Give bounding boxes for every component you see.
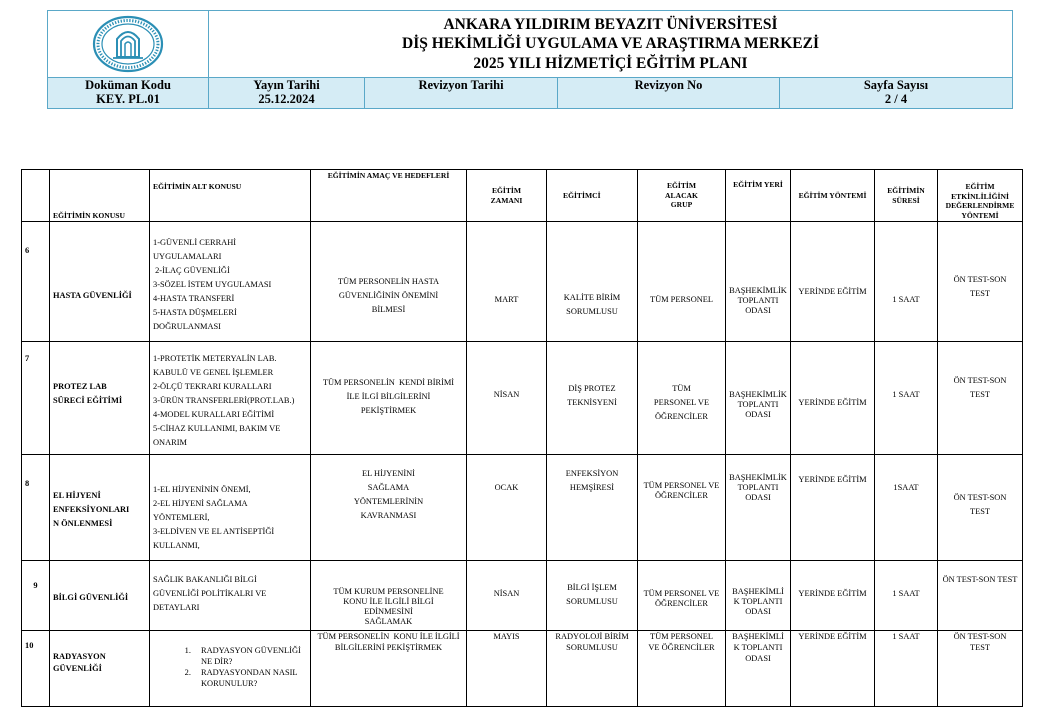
row-egitimci: KALİTE BİRİM SORUMLUSU: [547, 222, 638, 342]
row-yontem: YERİNDE EĞİTİM: [791, 222, 875, 342]
row-yer: BAŞHEKİMLİK TOPLANTI ODASI: [726, 455, 791, 561]
row-egitimci: BİLGİ İŞLEM SORUMLUSU: [547, 561, 638, 631]
row-yer: BAŞHEKİMLİ K TOPLANTI ODASI: [726, 561, 791, 631]
row-alt-konu: 1-GÜVENLİ CERRAHİ UYGULAMALARI 2-İLAÇ GÜVENLİĞİ 3-SÖZEL İSTEM UYGULAMASI 4-HASTA TRANSFERİ 5-HASTA DÜŞMELERİ DOĞRULANMASI: [150, 222, 311, 342]
col-zaman: EĞİTİM ZAMANI: [467, 170, 547, 222]
row-amac: TÜM KURUM PERSONELİNE KONU İLE İLGİLİ BİLGİ EDİNMESİNİ SAĞLAMAK: [311, 561, 467, 631]
row-alt-konu: [150, 631, 311, 707]
document-header: [47, 10, 1013, 109]
row-konu: HASTA GÜVENLİĞİ: [50, 222, 150, 342]
table-row: [22, 455, 1023, 561]
col-amac: EĞİTİMİN AMAÇ VE HEDEFLERİ: [311, 170, 467, 222]
table-row: [22, 561, 1023, 631]
table-row: [22, 342, 1023, 455]
document-meta-row: [48, 78, 1013, 109]
row-zaman: OCAK: [467, 455, 547, 561]
title-line-3: 2025 YILI HİZMETİÇİ EĞİTİM PLANI: [473, 54, 748, 72]
row-alt-konu: 1-PROTETİK METERYALİN LAB. KABULÜ VE GENEL İŞLEMLER 2-ÖLÇÜ TEKRARI KURALLARI 3-ÜRÜN TRANSFERLERİ(PROT.LAB.) 4-MODEL KURALLARI EĞİTİMİ 5-CİHAZ KULLANIMI, BAKIM VE ONARIM: [150, 342, 311, 455]
meta-publish-date: Yayın Tarihi 25.12.2024: [209, 78, 365, 109]
row-sure: 1 SAAT: [875, 561, 938, 631]
row-yer: BAŞHEKİMLİK TOPLANTI ODASI: [726, 342, 791, 455]
row-amac: TÜM PERSONELİN KONU İLE İLGİLİ BİLGİLERİNİ PEKİŞTİRMEK: [311, 631, 467, 707]
row-degerlendirme: ÖN TEST-SON TEST: [938, 342, 1023, 455]
row-amac: EL HİJYENİNİ SAĞLAMA YÖNTEMLERİNİN KAVRANMASI: [311, 455, 467, 561]
row-konu: BİLGİ GÜVENLİĞİ: [50, 561, 150, 631]
row-number: 9: [22, 561, 50, 631]
row-amac: TÜM PERSONELİN KENDİ BİRİMİ İLE İLGİ BİLGİLERİNİ PEKİŞTİRMEK: [311, 342, 467, 455]
table-row: [22, 222, 1023, 342]
row-egitimci: DİŞ PROTEZ TEKNİSYENİ: [547, 342, 638, 455]
row-number: 6: [22, 222, 50, 342]
document-title: [209, 11, 1013, 78]
col-yontem: EĞİTİM YÖNTEMİ: [791, 170, 875, 222]
col-alt-konu: EĞİTİMİN ALT KONUSU: [150, 170, 311, 222]
table-header-row: [22, 170, 1023, 222]
list-item: 1. RADYASYON GÜVENLİĞİ NE DİR?: [193, 645, 307, 667]
col-yer: EĞİTİM YERİ: [726, 170, 791, 222]
row-amac: TÜM PERSONELİN HASTA GÜVENLİĞİNİN ÖNEMİNİ BİLMESİ: [311, 222, 467, 342]
row-degerlendirme: ÖN TEST-SON TEST: [938, 561, 1023, 631]
row-number: 7: [22, 342, 50, 455]
training-plan-table: [21, 169, 1023, 707]
col-degerlendirme: EĞİTİM ETKİNLİLİĞİNİ DEĞERLENDİRME YÖNTEMİ: [938, 170, 1023, 222]
table-row: [22, 631, 1023, 707]
meta-doc-code: Doküman Kodu KEY. PL.01: [48, 78, 209, 109]
row-grup: TÜM PERSONEL VE ÖĞRENCİLER: [638, 455, 726, 561]
meta-page-count: Sayfa Sayısı 2 / 4: [780, 78, 1013, 109]
row-sure: 1SAAT: [875, 455, 938, 561]
row-grup: TÜM PERSONEL VE ÖĞRENCİLER: [638, 342, 726, 455]
row-alt-konu: SAĞLIK BAKANLIĞI BİLGİ GÜVENLİĞİ POLİTİKALRI VE DETAYLARI: [150, 561, 311, 631]
row-yontem: YERİNDE EĞİTİM: [791, 455, 875, 561]
university-logo-icon: [91, 15, 165, 73]
row-yontem: YERİNDE EĞİTİM: [791, 631, 875, 707]
row-grup: TÜM PERSONEL: [638, 222, 726, 342]
meta-revision-no: Revizyon No: [558, 78, 780, 109]
row-degerlendirme: ÖN TEST-SON TEST: [938, 455, 1023, 561]
row-yer: BAŞHEKİMLİ K TOPLANTI ODASI: [726, 631, 791, 707]
row-egitimci: ENFEKSİYON HEMŞİRESİ: [547, 455, 638, 561]
row-grup: TÜM PERSONEL VE ÖĞRENCİLER: [638, 561, 726, 631]
row-degerlendirme: ÖN TEST-SON TEST: [938, 222, 1023, 342]
logo-cell: [48, 11, 209, 78]
row-egitimci: RADYOLOJİ BİRİM SORUMLUSU: [547, 631, 638, 707]
row-degerlendirme: ÖN TEST-SON TEST: [938, 631, 1023, 707]
row-konu: PROTEZ LAB SÜRECİ EĞİTİMİ: [50, 342, 150, 455]
row-zaman: MART: [467, 222, 547, 342]
row-sure: 1 SAAT: [875, 222, 938, 342]
row-alt-konu: 1-EL HİJYENİNİN ÖNEMİ, 2-EL HİJYENİ SAĞLAMA YÖNTEMLERİ, 3-ELDİVEN VE EL ANTİSEPTİĞİ KULLANMI,: [150, 455, 311, 561]
col-konu: EĞİTİMİN KONUSU: [50, 170, 150, 222]
row-sure: 1 SAAT: [875, 342, 938, 455]
row-konu: RADYASYON GÜVENLİĞİ: [50, 631, 150, 707]
row-zaman: NİSAN: [467, 342, 547, 455]
row-zaman: NİSAN: [467, 561, 547, 631]
row-number: 10: [22, 631, 50, 707]
meta-revision-date: Revizyon Tarihi: [365, 78, 558, 109]
row-zaman: MAYIS: [467, 631, 547, 707]
col-grup: EĞİTİM ALACAK GRUP: [638, 170, 726, 222]
row-yontem: YERİNDE EĞİTİM: [791, 561, 875, 631]
subtopic-list: [153, 645, 307, 689]
row-grup: TÜM PERSONEL VE ÖĞRENCİLER: [638, 631, 726, 707]
row-number: 8: [22, 455, 50, 561]
list-item: 2. RADYASYONDAN NASIL KORUNULUR?: [193, 667, 307, 689]
col-sure: EĞİTİMİN SÜRESİ: [875, 170, 938, 222]
col-egitimci: EĞİTİMCİ: [547, 170, 638, 222]
row-yontem: YERİNDE EĞİTİM: [791, 342, 875, 455]
title-line-2: DİŞ HEKİMLİĞİ UYGULAMA VE ARAŞTIRMA MERKEZİ: [402, 35, 819, 53]
col-no: [22, 170, 50, 222]
row-yer: BAŞHEKİMLİK TOPLANTI ODASI: [726, 222, 791, 342]
row-sure: 1 SAAT: [875, 631, 938, 707]
row-konu: EL HİJYENİ ENFEKSİYONLARI N ÖNLENMESİ: [50, 455, 150, 561]
title-line-1: ANKARA YILDIRIM BEYAZIT ÜNİVERSİTESİ: [443, 15, 778, 33]
